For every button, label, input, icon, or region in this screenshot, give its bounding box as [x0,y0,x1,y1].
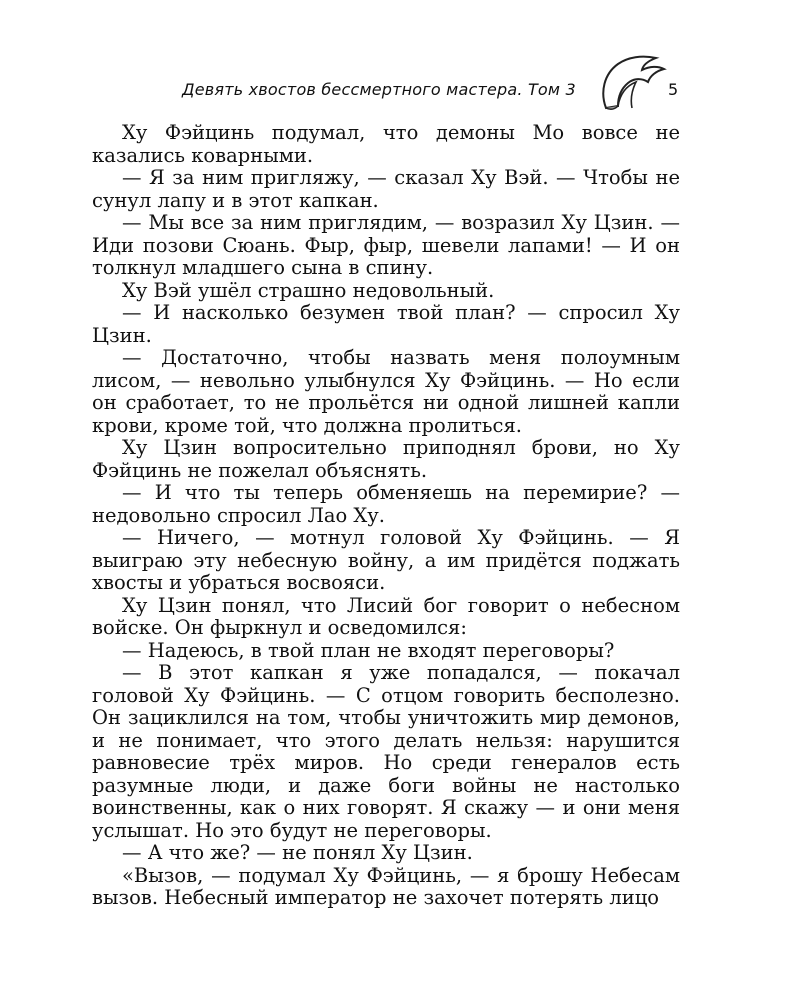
paragraph: Ху Вэй ушёл страшно недовольный. [122,278,495,302]
paragraph: — В этот капкан я уже попадался, — покачал головой Ху Фэйцинь. — С отцом говорить бесполезно. Он зациклился на том, чтобы уничтожить мир демонов, и не понимает, что этого делать нельзя: нарушится равновесие трёх миров. Но среди генералов есть разумные люди, и даже боги войны не настолько воинственны, как о них говорят. Я скажу — и они меня услышат. Но это будут не переговоры. [92,661,680,842]
fox-tail-icon [598,52,668,114]
paragraph: — И насколько безумен твой план? — спросил Ху Цзин. [92,301,680,347]
body-text [92,122,680,910]
paragraph: Ху Цзин понял, что Лисий бог говорит о небесном войске. Он фыркнул и осведомился: [92,593,680,639]
paragraph: — Мы все за ним приглядим, — возразил Ху Цзин. — Иди позови Сюань. Фыр, фыр, шевели лапами! — И он толкнул младшего сына в спину. [92,211,680,279]
paragraph: Ху Фэйцинь подумал, что демоны Мо вовсе не казались коварными. [92,121,680,167]
paragraph: — Надеюсь, в твой план не входят переговоры? [122,638,615,662]
paragraph: — А что же? — не понял Ху Цзин. [122,841,473,864]
paragraph: — Я за ним пригляжу, — сказал Ху Вэй. — Чтобы не сунул лапу и в этот капкан. [92,166,680,212]
paragraph: «Вызов, — подумал Ху Фэйцинь, — я брошу Небесам вызов. Небесный император не захочет потерять лицо [92,863,680,909]
running-title: Девять хвостов бессмертного мастера. Том 3 [182,80,576,99]
paragraph: — Ничего, — мотнул головой Ху Фэйцинь. — Я выиграю эту небесную войну, а им придётся поджать хвосты и убраться восвояси. [92,526,680,594]
paragraph: — И что ты теперь обменяешь на перемирие? — недовольно спросил Лао Ху. [92,481,680,527]
paragraph: Ху Цзин вопросительно приподнял брови, но Ху Фэйцинь не пожелал объяснять. [92,436,680,482]
page-number: 5 [668,80,679,99]
paragraph: — Достаточно, чтобы назвать меня полоумным лисом, — невольно улыбнулся Ху Фэйцинь. — Но если он сработает, то не прольётся ни одной лишней капли крови, кроме той, что должна пролиться. [92,346,680,437]
